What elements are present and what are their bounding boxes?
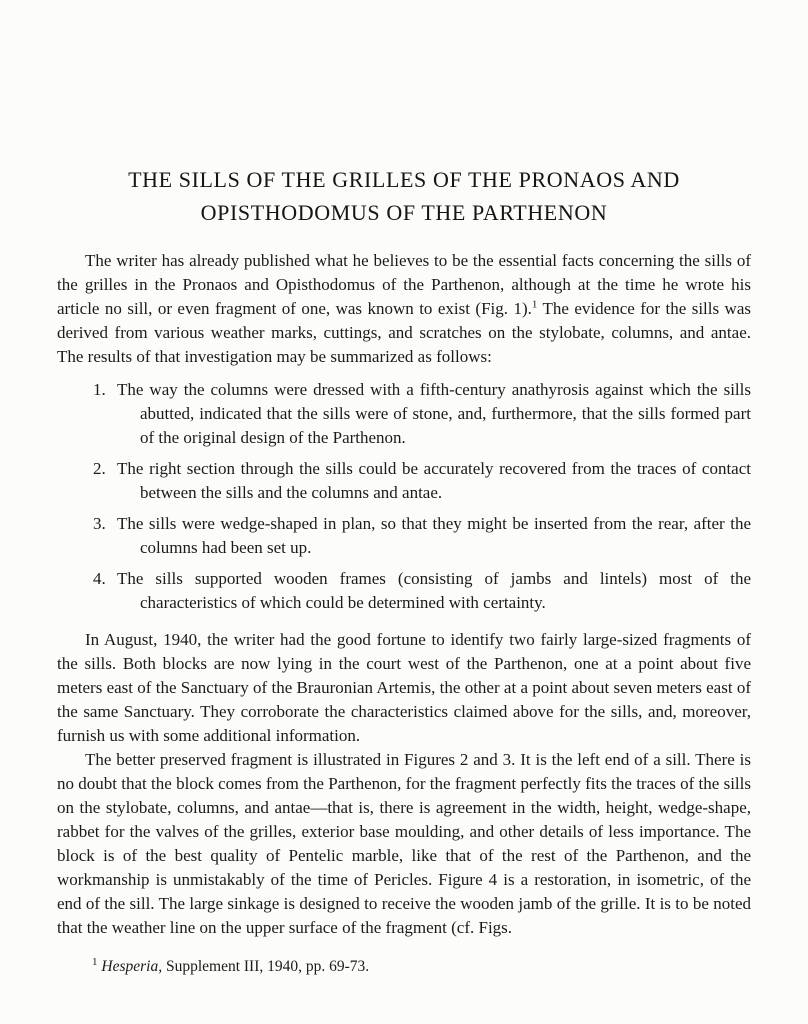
list-item-1-number: 1. (93, 380, 106, 399)
list-item-4-number: 4. (93, 569, 106, 588)
footnote-ref-superscript: 1 (531, 298, 538, 311)
intro-paragraph (57, 249, 751, 369)
article-content (57, 163, 751, 977)
intro-text-before-ref: The writer has already published what he believes to be the essential facts concerning the sills of the grilles in the Pronaos and Opisthodomus of the Parthenon, although at the time he wrote his article no sill, or even fragment of one, was known to exist (Fig. 1). (57, 251, 751, 318)
article-title (57, 163, 751, 229)
list-item-2-number: 2. (93, 459, 106, 478)
list-item-4-text: The sills supported wooden frames (consisting of jambs and lintels) most of the characteristics of which could be determined with certainty. (117, 569, 751, 612)
list-item-3 (57, 512, 751, 560)
list-item-4 (57, 567, 751, 615)
list-item-2-text: The right section through the sills could be accurately recovered from the traces of contact between the sills and the columns and antae. (117, 459, 751, 502)
footnote-marker: 1 (92, 955, 98, 968)
list-item-1-text: The way the columns were dressed with a fifth-century anathyrosis against which the sills abutted, indicated that the sills were of stone, and, furthermore, that the sills formed part of the original design of the Parthenon. (117, 380, 751, 447)
list-item-1 (57, 378, 751, 450)
intro-text-after-ref: The evidence for the sills was derived from various weather marks, cuttings, and scratches on the stylobate, columns, and antae. The results of that investigation may be summarized as follows: (57, 299, 751, 366)
list-item-3-number: 3. (93, 514, 106, 533)
list-item-2 (57, 457, 751, 505)
findings-list (57, 378, 751, 615)
footnote-journal-title: Hesperia, (101, 958, 163, 975)
title-line-2: OPISTHODOMUS OF THE PARTHENON (200, 200, 608, 225)
article-body (57, 249, 751, 977)
footnote-citation-text: Supplement III, 1940, pp. 69-73. (165, 958, 370, 975)
title-line-1: THE SILLS OF THE GRILLES OF THE PRONAOS AND (128, 167, 680, 192)
footnote (57, 956, 751, 977)
paragraph-august-1940: In August, 1940, the writer had the good fortune to identify two fairly large-sized fragments of the sills. Both blocks are now lying in the court west of the Parthenon, one at a point about five meters east of the Sanctuary of the Brauronian Artemis, the other at a point about seven meters east of the same Sanctuary. They corroborate the characteristics claimed above for the sills, and, moreover, furnish us with some additional information. (57, 630, 751, 745)
list-item-3-text: The sills were wedge-shaped in plan, so that they might be inserted from the rear, after the columns had been set up. (117, 514, 751, 557)
paragraph-fragment-description: The better preserved fragment is illustrated in Figures 2 and 3. It is the left end of a sill. There is no doubt that the block comes from the Parthenon, for the fragment perfectly fits the traces of the sills on the stylobate, columns, and antae—that is, there is agreement in the width, height, wedge-shape, rabbet for the valves of the grilles, exterior base moulding, and other details of less importance. The block is of the best quality of Pentelic marble, like that of the rest of the Parthenon, and the workmanship is unmistakably of the time of Pericles. Figure 4 is a restoration, in isometric, of the end of the sill. The large sinkage is designed to receive the wooden jamb of the grille. It is to be noted that the weather line on the upper surface of the fragment (cf. Figs. (57, 750, 751, 937)
